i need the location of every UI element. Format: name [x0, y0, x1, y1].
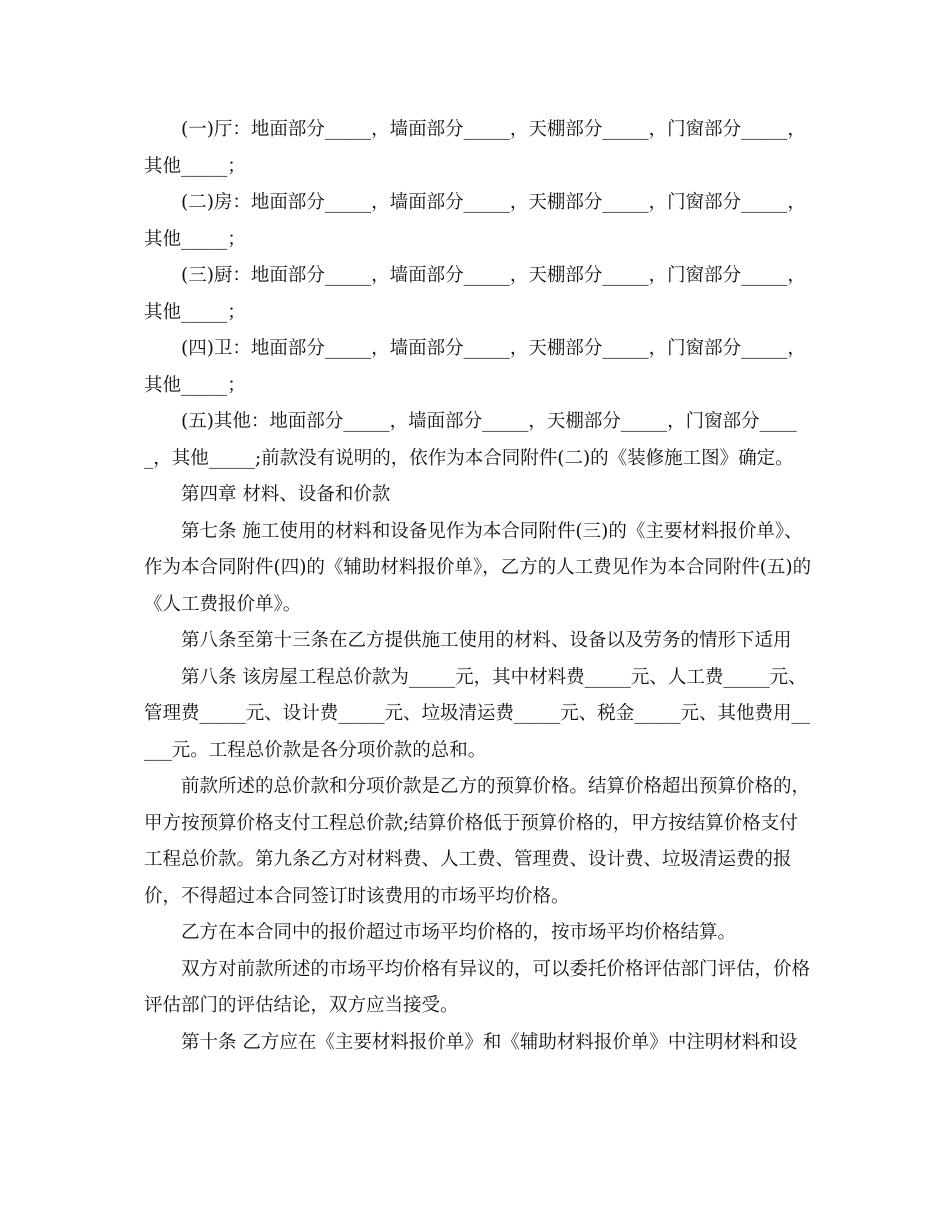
budget-price-paragraph: 前款所述的总价款和分项价款是乙方的预算价格。结算价格超出预算价格的，甲方按预算价格支付工程总价款;结算价格低于预算价格的，甲方按结算价格支付工程总价款。第九条乙方对材料费、人工费、管理费、设计费、垃圾清运费的报价，不得超过本合同签订时该费用的市场平均价格。 — [144, 776, 811, 907]
paragraph-room: (二)房：地面部分_____，墙面部分_____，天棚部分_____，门窗部分_____，其他_____； — [144, 192, 806, 250]
paragraph-hall: (一)厅：地面部分_____，墙面部分_____，天棚部分_____，门窗部分_____，其他_____； — [144, 119, 806, 177]
article-ten: 第十条 乙方应在《主要材料报价单》和《辅助材料报价单》中注明材料和设 — [181, 1031, 798, 1053]
dispute-paragraph: 双方对前款所述的市场平均价格有异议的，可以委托价格评估部门评估，价格评估部门的评估结论，双方应当接受。 — [144, 958, 811, 1016]
document-body — [144, 112, 814, 1061]
paragraph-other: (五)其他：地面部分_____，墙面部分_____，天棚部分_____，门窗部分_____，其他_____;前款没有说明的，依作为本合同附件(二)的《装修施工图》确定。 — [144, 411, 797, 469]
market-price-paragraph: 乙方在本合同中的报价超过市场平均价格的，按市场平均价格结算。 — [181, 922, 737, 943]
paragraph-bathroom: (四)卫：地面部分_____，墙面部分_____，天棚部分_____，门窗部分_____，其他_____； — [144, 338, 806, 396]
article-eight: 第八条 该房屋工程总价款为_____元，其中材料费_____元、人工费_____元、管理费_____元、设计费_____元、垃圾清运费_____元、税金_____元、其他费用_____元。工程总价款是各分项价款的总和。 — [144, 666, 811, 761]
chapter-heading: 第四章 材料、设备和价款 — [181, 484, 391, 505]
paragraph-kitchen: (三)厨：地面部分_____，墙面部分_____，天棚部分_____，门窗部分_____，其他_____； — [144, 265, 806, 323]
article-seven: 第七条 施工使用的材料和设备见作为本合同附件(三)的《主要材料报价单》、作为本合同附件(四)的《辅助材料报价单》，乙方的人工费见作为本合同附件(五)的《人工费报价单》。 — [144, 520, 812, 615]
applicability-note: 第八条至第十三条在乙方提供施工使用的材料、设备以及劳务的情形下适用 — [181, 630, 792, 651]
